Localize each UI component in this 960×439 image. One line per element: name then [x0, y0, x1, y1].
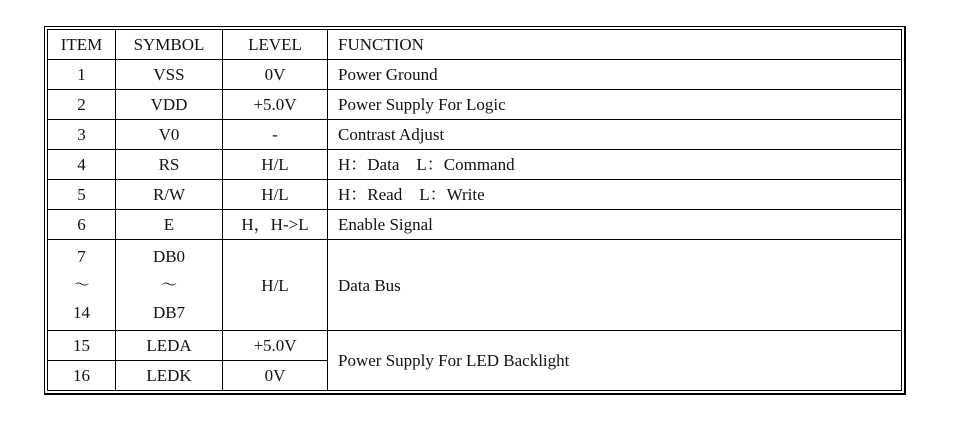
- table-header-row: [48, 30, 902, 60]
- cell-item-range: [48, 240, 116, 331]
- cell-level: +5.0V: [223, 90, 328, 120]
- cell-function: H：Read L：Write: [328, 180, 902, 210]
- cell-item: 5: [48, 180, 116, 210]
- cell-function-backlight: Power Supply For LED Backlight: [328, 331, 902, 391]
- cell-item: 15: [48, 331, 116, 361]
- header-symbol: SYMBOL: [116, 30, 223, 60]
- table-row: [48, 120, 902, 150]
- cell-symbol: LEDK: [116, 361, 223, 391]
- cell-item: 16: [48, 361, 116, 391]
- cell-symbol: E: [116, 210, 223, 240]
- cell-level: -: [223, 120, 328, 150]
- header-function: FUNCTION: [328, 30, 902, 60]
- cell-function: Power Supply For Logic: [328, 90, 902, 120]
- table-row: [48, 90, 902, 120]
- cell-level: H，H->L: [223, 210, 328, 240]
- cell-item: 6: [48, 210, 116, 240]
- item-range-tilde: ～: [73, 275, 90, 295]
- pin-table-frame: [44, 26, 906, 395]
- cell-symbol: LEDA: [116, 331, 223, 361]
- cell-function: Enable Signal: [328, 210, 902, 240]
- cell-level: H/L: [223, 150, 328, 180]
- cell-symbol: R/W: [116, 180, 223, 210]
- cell-function: H：Data L：Command: [328, 150, 902, 180]
- pin-description-table: [47, 29, 902, 391]
- table-row: [48, 150, 902, 180]
- cell-item: 1: [48, 60, 116, 90]
- table-row-databus: [48, 240, 902, 331]
- cell-symbol: RS: [116, 150, 223, 180]
- item-range-start: 7: [77, 247, 86, 266]
- header-item: ITEM: [48, 30, 116, 60]
- symbol-range-tilde: ～: [160, 275, 177, 295]
- cell-level: H/L: [223, 240, 328, 331]
- cell-item: 4: [48, 150, 116, 180]
- cell-symbol-range: [116, 240, 223, 331]
- cell-function: Contrast Adjust: [328, 120, 902, 150]
- cell-level: H/L: [223, 180, 328, 210]
- cell-symbol: V0: [116, 120, 223, 150]
- cell-symbol: VDD: [116, 90, 223, 120]
- cell-item: 2: [48, 90, 116, 120]
- cell-level: 0V: [223, 361, 328, 391]
- cell-item: 3: [48, 120, 116, 150]
- item-range-end: 14: [73, 302, 90, 322]
- table-row: [48, 210, 902, 240]
- symbol-range-start: DB0: [152, 247, 186, 266]
- cell-function: Data Bus: [328, 240, 902, 331]
- table-row: [48, 60, 902, 90]
- symbol-range-end: DB7: [152, 302, 186, 322]
- cell-function: Power Ground: [328, 60, 902, 90]
- table-row: [48, 331, 902, 361]
- table-row: [48, 180, 902, 210]
- cell-level: +5.0V: [223, 331, 328, 361]
- header-level: LEVEL: [223, 30, 328, 60]
- cell-level: 0V: [223, 60, 328, 90]
- cell-symbol: VSS: [116, 60, 223, 90]
